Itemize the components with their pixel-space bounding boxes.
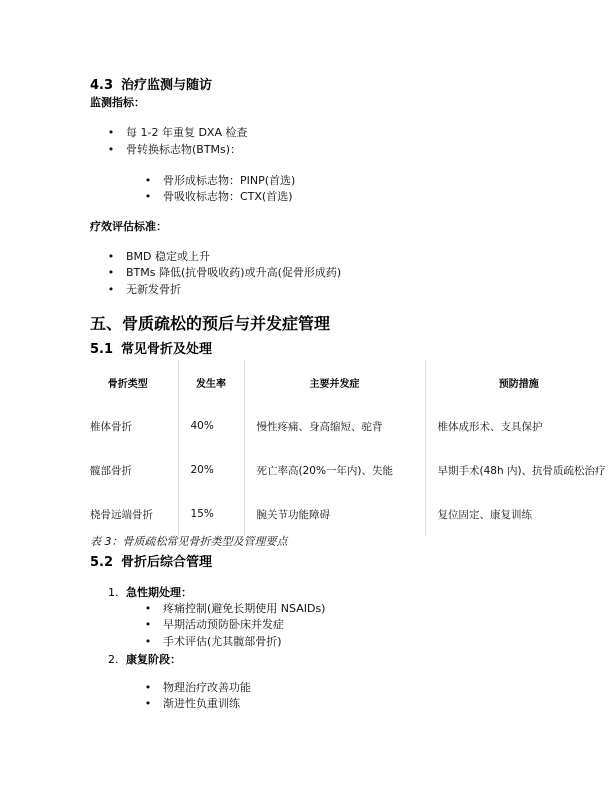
bullet-icon [143,680,153,696]
list-item-text: 物理治疗改善功能 [163,681,251,694]
table-cell: 早期手术(48h 内)、抗骨质疏松治疗 [425,448,612,492]
section-title: 骨折后综合管理 [121,555,213,570]
table-cell: 慢性疼痛、身高缩短、驼背 [244,404,425,448]
table-header-cell: 主要并发症 [244,360,425,404]
bullet-icon [143,189,153,205]
section-title: 常见骨折及处理 [121,342,213,357]
efficacy-label: 疗效评估标准： [90,220,167,233]
bullet-icon [106,249,116,265]
table-cell: 死亡率高(20%一年内)、失能 [244,448,425,492]
list-item-text: 手术评估(尤其髋部骨折) [163,635,282,648]
table-header-cell: 预防措施 [425,360,612,404]
step-label: 康复阶段： [126,653,181,666]
list-item-text: 无新发骨折 [126,283,181,296]
list-item-text: 骨形成标志物：PINP(首选) [163,174,296,187]
nested-list-item [143,601,325,617]
list-item [106,125,247,141]
table-header-cell: 发生率 [178,360,244,404]
section-heading-5-2 [90,555,212,571]
fracture-table-container [78,360,612,536]
table-cell: 15% [178,492,244,536]
bullet-icon [106,265,116,281]
list-item-text: BMD 稳定或上升 [126,250,211,263]
table-row [78,448,612,492]
numbered-list-item [108,652,181,668]
table-row [78,492,612,536]
table-cell: 复位固定、康复训练 [425,492,612,536]
table-header-cell: 骨折类型 [107,378,148,390]
list-item [106,249,210,265]
nested-list-item [143,189,293,205]
section-title: 治疗监测与随访 [121,78,213,93]
section-heading-4-3 [90,78,212,94]
table-cell: 椎体成形术、支具保护 [425,404,612,448]
table-caption: 表 3：骨质疏松常见骨折类型及管理要点 [90,535,288,548]
bullet-icon [143,696,153,712]
list-item-text: 骨吸收标志物：CTX(首选) [163,190,293,203]
nested-list-item [143,696,240,712]
list-item [106,282,181,298]
bullet-icon [106,282,116,298]
bullet-icon [143,173,153,189]
section-number: 5.2 [90,555,114,570]
section-number: 4.3 [90,78,114,93]
table-header-row [78,360,612,404]
table-cell: 20% [178,448,244,492]
monitoring-label: 监测指标： [90,96,145,109]
list-item [106,142,241,158]
section-heading-5-1 [90,342,212,358]
nested-list-item [143,617,284,633]
nested-list-item [143,680,251,696]
chapter-heading: 五、骨质疏松的预后与并发症管理 [90,314,331,333]
list-item-text: 疼痛控制(避免长期使用 NSAIDs) [163,602,326,615]
table-cell: 腕关节功能障碍 [244,492,425,536]
table-cell: 椎体骨折 [90,420,132,433]
table-cell: 髋部骨折 [90,464,132,477]
bullet-icon [106,125,116,141]
table-cell: 桡骨远端骨折 [90,508,153,521]
bullet-icon [106,142,116,158]
list-item-text: 每 1-2 年重复 DXA 检查 [126,126,248,139]
list-number: 2. [108,653,119,666]
section-number: 5.1 [90,342,114,357]
list-item [106,265,341,281]
fracture-table [78,360,612,536]
list-item-text: 渐进性负重训练 [163,697,240,710]
step-label: 急性期处理： [126,586,192,599]
table-row [78,404,612,448]
bullet-icon [143,634,153,650]
list-item-text: 骨转换标志物(BTMs)： [126,143,242,156]
bullet-icon [143,617,153,633]
list-item-text: 早期活动预防卧床并发症 [163,618,284,631]
list-number: 1. [108,586,119,599]
bullet-icon [143,601,153,617]
list-item-text: BTMs 降低(抗骨吸收药)或升高(促骨形成药) [126,266,342,279]
nested-list-item [143,173,295,189]
numbered-list-item [108,585,192,601]
nested-list-item [143,634,282,650]
table-cell: 40% [178,404,244,448]
